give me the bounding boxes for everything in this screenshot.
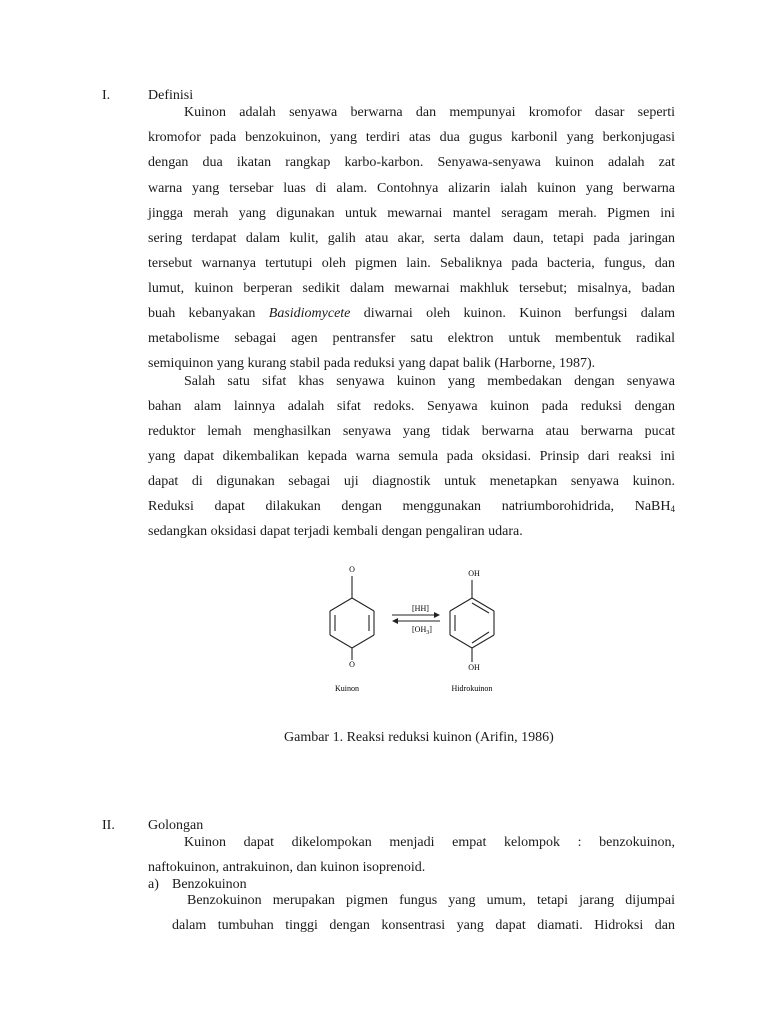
- text-line: Kuinon adalah senyawa berwarna dan mempunyai kromofor dasar seperti: [184, 105, 675, 120]
- equilibrium-arrows: [392, 612, 440, 624]
- text-line: Benzokuinon merupakan pigmen fungus yang umum, tetapi jarang dijumpai: [187, 893, 675, 908]
- italic-term: Basidiomycete: [268, 306, 351, 321]
- text-line: sering terdapat dalam kulit, galih atau akar, serta dalam daun, tetapi pada jaringan: [148, 231, 675, 246]
- hydroquinone-structure: [450, 580, 494, 662]
- section-number: I.: [102, 88, 111, 103]
- hydroquinone-name: Hidrokuinon: [451, 684, 493, 693]
- text-line: [148, 306, 675, 322]
- carbonyl-label-bottom: O: [349, 660, 355, 669]
- hydroxyl-label-bottom: OH: [468, 663, 480, 672]
- text-segment: Reduksi dapat dilakukan dengan menggunakan natriumborohidrida, NaBH: [148, 499, 671, 514]
- text-line: Salah satu sifat khas senyawa kuinon yang membedakan dengan senyawa: [184, 374, 675, 389]
- text-line: kromofor pada benzokuinon, yang terdiri atas dua gugus karbonil yang berkonjugasi: [148, 130, 675, 145]
- text-line: dapat di digunakan sebagai uji diagnostik untuk menetapkan senyawa kuinon.: [148, 474, 675, 489]
- quinone-name: Kuinon: [335, 684, 359, 693]
- reduction-label: [HH]: [412, 604, 429, 613]
- oxidation-label-end: ]: [429, 625, 432, 634]
- hydroxyl-label-top: OH: [468, 569, 480, 578]
- text-line: jingga merah yang digunakan untuk mewarnai mantel seragam merah. Pigmen ini: [148, 206, 675, 221]
- text-line: tersebut warnanya tertutupi oleh pigmen lain. Sebaliknya pada bacteria, fungus, dan: [148, 256, 675, 271]
- text-line: dengan dua ikatan rangkap karbo-karbon. Senyawa-senyawa kuinon adalah zat: [148, 155, 675, 170]
- subscript: 4: [670, 504, 675, 514]
- section-number: II.: [102, 818, 115, 833]
- text-line: lumut, kuinon berperan sedikit dalam mewarnai makhluk tersebut; misalnya, badan: [148, 281, 675, 296]
- section-title: Golongan: [148, 818, 204, 833]
- text-line: sedangkan oksidasi dapat terjadi kembali dengan pengaliran udara.: [148, 524, 523, 539]
- reaction-diagram: [300, 560, 540, 700]
- oxidation-label-main: [OH: [412, 625, 427, 634]
- text-segment: buah kebanyakan: [148, 306, 256, 321]
- text-segment: diwarnai oleh kuinon. Kuinon berfungsi dalam: [363, 306, 676, 321]
- figure-caption: Gambar 1. Reaksi reduksi kuinon (Arifin, 1986): [284, 730, 554, 745]
- text-line: Kuinon dapat dikelompokan menjadi empat kelompok : benzokuinon,: [184, 835, 675, 850]
- text-line: [148, 499, 675, 515]
- text-line: dalam tumbuhan tinggi dengan konsentrasi yang dapat diamati. Hidroksi dan: [172, 918, 675, 933]
- carbonyl-label-top: O: [349, 565, 355, 574]
- subsection-label: a): [148, 877, 159, 892]
- oxidation-label: [412, 625, 432, 636]
- oxidation-label-sub: 3: [426, 630, 430, 636]
- quinone-structure: [330, 576, 374, 660]
- subsection-title: Benzokuinon: [172, 877, 247, 892]
- text-line: yang dapat dikembalikan kepada warna semula pada oksidasi. Prinsip dari reaksi ini: [148, 449, 675, 464]
- text-line: naftokuinon, antrakuinon, dan kuinon isoprenoid.: [148, 860, 426, 875]
- text-line: metabolisme sebagai agen pentransfer satu elektron untuk membentuk radikal: [148, 331, 675, 346]
- text-line: reduktor lemah menghasilkan senyawa yang tidak berwarna atau berwarna pucat: [148, 424, 675, 439]
- section-title: Definisi: [148, 88, 194, 103]
- text-line: warna yang tersebar luas di alam. Contohnya alizarin ialah kuinon yang berwarna: [148, 181, 675, 196]
- text-line: semiquinon yang kurang stabil pada reduksi yang dapat balik (Harborne, 1987).: [148, 356, 596, 371]
- text-line: bahan alam lainnya adalah sifat redoks. Senyawa kuinon pada reduksi dengan: [148, 399, 675, 414]
